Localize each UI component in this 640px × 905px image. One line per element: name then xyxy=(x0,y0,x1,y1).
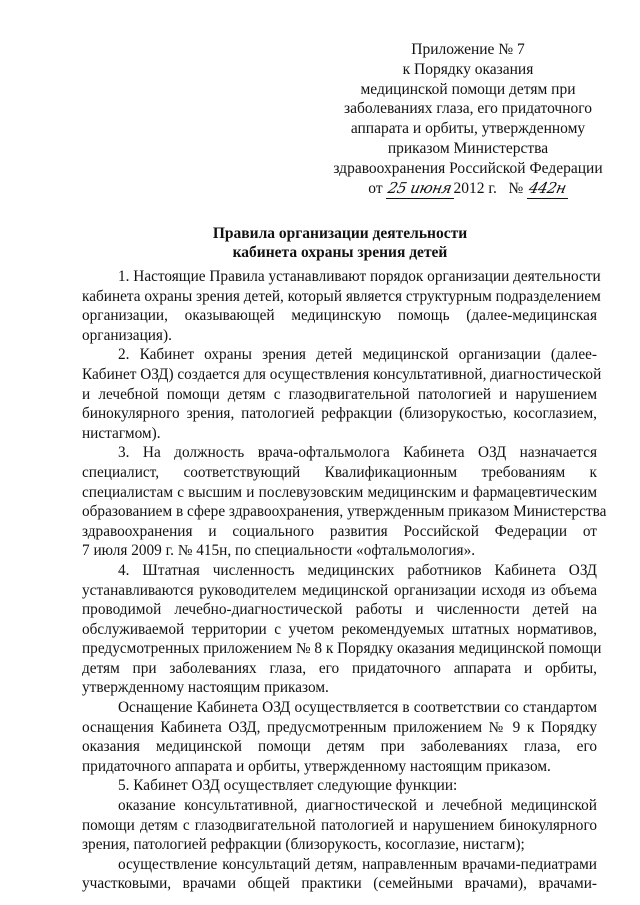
text-line: проводимой лечебно-диагностической работы и численности детей на xyxy=(82,601,597,619)
text-line: кабинета охраны зрения детей, который является структурным подразделением xyxy=(82,287,601,305)
appendix-line-title: Приложение № 7 xyxy=(411,41,525,58)
text-line: участковыми, врачами общей практики (семейными врачами), врачами- xyxy=(82,875,597,893)
handwritten-number: 442н xyxy=(527,179,568,200)
text-line: оснащения Кабинета ОЗД, предусмотренным приложением № 9 к Порядку xyxy=(82,718,597,736)
paragraph-2 xyxy=(82,345,602,443)
text-line: устанавливаются руководителем медицинской организации исходя из объема xyxy=(82,581,597,599)
text-line: 2. Кабинет охраны зрения детей медицинской организации (далее- xyxy=(118,346,597,364)
text-line: образованием в сфере здравоохранения, утвержденным приказом Министерства xyxy=(82,503,607,521)
text-line: предусмотренных приложением № 8 к Порядку оказания медицинской помощи xyxy=(82,640,602,658)
text-line: осуществление консультаций детям, направленным врачами-педиатрами xyxy=(118,855,597,873)
text-line: детям при заболеваниях глаза, его придаточного аппарата и орбиты, xyxy=(82,659,597,677)
text-line: бинокулярного зрения, патологией рефракции (близорукостью, косоглазием, xyxy=(82,405,597,423)
paragraph-4 xyxy=(82,561,602,698)
text-line: утвержденному настоящим приказом. xyxy=(82,679,329,697)
document-title xyxy=(80,224,600,262)
appendix-line: медицинской помощи детям при xyxy=(360,80,576,98)
text-line: нистагмом). xyxy=(82,424,161,442)
paragraph-6 xyxy=(82,776,597,796)
text-line: оказание консультативной, диагностической и лечебной медицинской xyxy=(118,797,597,815)
appendix-line: аппарата и орбиты, утвержденному xyxy=(350,120,586,138)
appendix-line: к Порядку оказания xyxy=(402,60,534,78)
text-line: специалист, соответствующий Квалификационным требованиям к xyxy=(82,463,597,481)
appendix-date-line xyxy=(318,179,618,200)
text-line: и лечебной помощи детям с глазодвигательной патологией и нарушением xyxy=(82,385,597,403)
date-suffix: 2012 г. xyxy=(453,179,497,197)
text-line: обслуживаемой территории с учетом рекомендуемых штатных нормативов, xyxy=(82,620,597,638)
text-line: 5. Кабинет ОЗД осуществляет следующие функции: xyxy=(118,777,458,795)
handwritten-date: 25 июня xyxy=(386,179,453,200)
text-line: организация). xyxy=(82,326,172,344)
text-line: Кабинет ОЗД) создается для осуществления консультативной, диагностической xyxy=(82,365,602,383)
appendix-line: здравоохранения Российской Федерации xyxy=(333,159,603,177)
title-line-2: кабинета охраны зрения детей xyxy=(232,244,448,261)
text-line: оказания медицинской помощи детям при заболеваниях глаза, его xyxy=(82,738,597,756)
appendix-line: заболеваниях глаза, его придаточного xyxy=(344,100,592,118)
appendix-line: приказом Министерства xyxy=(387,139,549,157)
text-line: 3. На должность врача-офтальмолога Кабинета ОЗД назначается xyxy=(118,444,597,462)
appendix-header xyxy=(318,40,618,199)
text-line: Оснащение Кабинета ОЗД осуществляется в соответствии со стандартом xyxy=(118,699,597,717)
text-line: 4. Штатная численность медицинских работников Кабинета ОЗД xyxy=(118,561,597,579)
paragraph-3 xyxy=(82,443,607,561)
text-line: помощи детям с глазодвигательной патологией и нарушением бинокулярного xyxy=(82,816,597,834)
paragraph-7 xyxy=(82,796,597,855)
text-line: здравоохранения и социального развития Российской Федерации от xyxy=(82,522,597,540)
text-line: специалистам с высшим и послевузовским медицинским и фармацевтическим xyxy=(82,483,597,501)
text-line: зрения, патологией рефракции (близорукость, косоглазие, нистагм); xyxy=(82,836,525,854)
text-line: организации, оказывающей медицинскую помощь (далее-медицинская xyxy=(82,307,597,325)
text-line: придаточного аппарата и орбиты, утвержденному настоящим приказом. xyxy=(82,757,551,775)
title-line-1: Правила организации деятельности xyxy=(212,225,468,242)
paragraph-1 xyxy=(82,267,601,345)
document-body xyxy=(82,267,607,894)
text-line: 7 июля 2009 г. № 415н, по специальности «офтальмология». xyxy=(82,542,476,560)
date-prefix: от xyxy=(368,179,383,197)
paragraph-8 xyxy=(82,855,597,894)
number-prefix: № xyxy=(508,179,524,197)
paragraph-5 xyxy=(82,698,597,776)
text-line: 1. Настоящие Правила устанавливают порядок организации деятельности xyxy=(118,268,601,285)
